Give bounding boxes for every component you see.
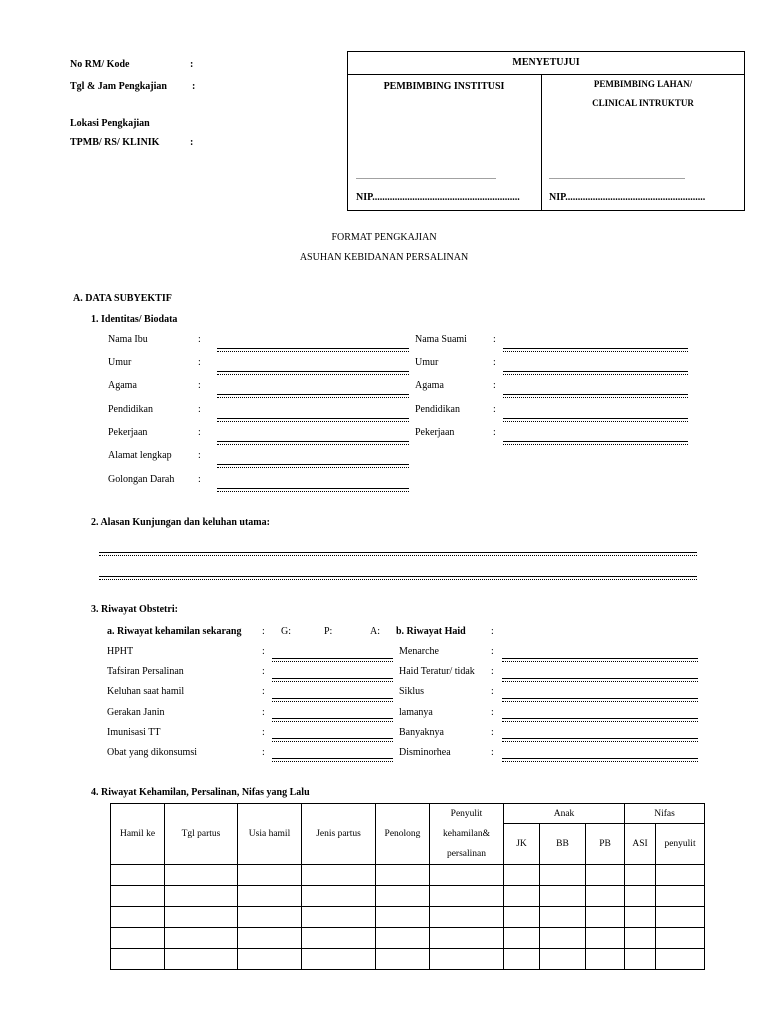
riwayat-lalu-heading: 4. Riwayat Kehamilan, Persalinan, Nifas yang Lalu bbox=[91, 787, 310, 798]
field-colon: : bbox=[262, 686, 265, 697]
field-label: Keluhan saat hamil bbox=[107, 686, 185, 697]
table-cell[interactable] bbox=[430, 907, 504, 928]
table-row bbox=[111, 949, 705, 970]
field-colon: : bbox=[198, 427, 201, 438]
table-cell[interactable] bbox=[504, 928, 540, 949]
col-penyulit-kehamilan bbox=[430, 804, 504, 865]
clinical-instruktur-label: CLINICAL INTRUKTUR bbox=[592, 98, 694, 108]
tgl-jam-label: Tgl & Jam Pengkajian bbox=[70, 81, 167, 92]
table-cell[interactable] bbox=[111, 865, 165, 886]
approval-box bbox=[347, 51, 745, 211]
field-label: Disminorhea bbox=[399, 747, 451, 758]
field-label: Golongan Darah bbox=[108, 474, 175, 485]
table-cell[interactable] bbox=[625, 886, 656, 907]
col-hamil-ke: Hamil ke bbox=[111, 804, 165, 865]
gravida-label: G: bbox=[281, 626, 291, 637]
table-cell[interactable] bbox=[625, 865, 656, 886]
table-cell[interactable] bbox=[656, 886, 705, 907]
table-cell[interactable] bbox=[302, 886, 376, 907]
field-colon: : bbox=[198, 474, 201, 485]
table-cell[interactable] bbox=[430, 949, 504, 970]
table-cell[interactable] bbox=[376, 928, 430, 949]
field-colon: : bbox=[198, 404, 201, 415]
table-cell[interactable] bbox=[540, 886, 586, 907]
field-colon: : bbox=[491, 646, 494, 657]
table-cell[interactable] bbox=[656, 907, 705, 928]
tpmb-label: TPMB/ RS/ KLINIK bbox=[70, 137, 160, 148]
field-label: Umur bbox=[108, 357, 132, 368]
table-cell[interactable] bbox=[586, 907, 625, 928]
table-cell[interactable] bbox=[165, 928, 238, 949]
penyulit-line2: kehamilan& bbox=[443, 829, 490, 839]
alasan-input-line-1[interactable] bbox=[99, 555, 697, 556]
table-cell[interactable] bbox=[111, 949, 165, 970]
table-cell[interactable] bbox=[376, 865, 430, 886]
tgl-jam-colon: : bbox=[192, 81, 196, 92]
field-colon: : bbox=[262, 747, 265, 758]
pendidikan-ibu-input[interactable] bbox=[217, 421, 409, 422]
table-cell[interactable] bbox=[504, 907, 540, 928]
penyulit-line1: Penyulit bbox=[450, 809, 483, 819]
field-colon: : bbox=[262, 666, 265, 677]
field-label: Siklus bbox=[399, 686, 425, 697]
table-cell[interactable] bbox=[586, 865, 625, 886]
field-label: Nama Suami bbox=[415, 334, 467, 345]
table-cell[interactable] bbox=[376, 949, 430, 970]
field-colon: : bbox=[493, 380, 496, 391]
field-label: Obat yang dikonsumsi bbox=[107, 747, 197, 758]
field-label: Pendidikan bbox=[108, 404, 153, 415]
field-colon: : bbox=[493, 334, 496, 345]
field-colon: : bbox=[198, 334, 201, 345]
field-colon: : bbox=[491, 727, 494, 738]
field-colon: : bbox=[493, 404, 496, 415]
table-cell[interactable] bbox=[111, 907, 165, 928]
table-cell[interactable] bbox=[302, 928, 376, 949]
table-cell[interactable] bbox=[540, 928, 586, 949]
table-cell[interactable] bbox=[625, 949, 656, 970]
para-label: P: bbox=[324, 626, 333, 637]
alasan-input-line-2[interactable] bbox=[99, 579, 697, 580]
table-cell[interactable] bbox=[165, 865, 238, 886]
keluhan-hamil-input[interactable] bbox=[272, 701, 393, 702]
field-colon: : bbox=[493, 427, 496, 438]
col-nifas: Nifas bbox=[625, 804, 705, 824]
field-label: Pendidikan bbox=[415, 404, 460, 415]
tpmb-colon: : bbox=[190, 137, 194, 148]
col-penyulit-nifas: penyulit bbox=[656, 824, 705, 865]
pekerjaan-suami-input[interactable] bbox=[503, 444, 688, 445]
agama-ibu-input[interactable] bbox=[217, 397, 409, 398]
obat-dikonsumsi-input[interactable] bbox=[272, 761, 393, 762]
field-label: Alamat lengkap bbox=[108, 450, 172, 461]
table-row bbox=[111, 865, 705, 886]
col-jenis-partus: Jenis partus bbox=[302, 804, 376, 865]
lahan-signature-line[interactable]: .................................................................... bbox=[549, 172, 685, 181]
field-colon: : bbox=[198, 357, 201, 368]
table-cell[interactable] bbox=[625, 907, 656, 928]
table-cell[interactable] bbox=[111, 886, 165, 907]
penyulit-line3: persalinan bbox=[446, 849, 487, 859]
tafsiran-persalinan-input[interactable] bbox=[272, 681, 393, 682]
col-asi: ASI bbox=[625, 824, 656, 865]
table-cell[interactable] bbox=[238, 928, 302, 949]
no-rm-colon: : bbox=[190, 59, 194, 70]
field-label: Agama bbox=[108, 380, 137, 391]
field-label: Banyaknya bbox=[399, 727, 444, 738]
approval-column-divider bbox=[541, 74, 542, 211]
col-bb: BB bbox=[540, 824, 586, 865]
field-colon: : bbox=[262, 646, 265, 657]
table-cell[interactable] bbox=[111, 928, 165, 949]
field-colon: : bbox=[491, 626, 494, 637]
nama-ibu-input[interactable] bbox=[217, 351, 409, 352]
field-colon: : bbox=[491, 666, 494, 677]
alamat-input[interactable] bbox=[217, 467, 409, 468]
table-cell[interactable] bbox=[504, 865, 540, 886]
table-cell[interactable] bbox=[625, 928, 656, 949]
table-cell[interactable] bbox=[656, 928, 705, 949]
field-label: Nama Ibu bbox=[108, 334, 148, 345]
institusi-nip-field[interactable]: NIP........................................................... bbox=[356, 192, 520, 203]
doc-title-line2: ASUHAN KEBIDANAN PERSALINAN bbox=[299, 252, 469, 263]
pekerjaan-ibu-input[interactable] bbox=[217, 444, 409, 445]
table-cell[interactable] bbox=[586, 928, 625, 949]
institusi-signature-line[interactable]: ...................................................................... bbox=[356, 172, 496, 181]
table-cell[interactable] bbox=[540, 949, 586, 970]
table-cell[interactable] bbox=[238, 886, 302, 907]
haid-teratur-input[interactable] bbox=[502, 681, 698, 682]
field-colon: : bbox=[493, 357, 496, 368]
gerakan-janin-input[interactable] bbox=[272, 721, 393, 722]
field-label: Tafsiran Persalinan bbox=[107, 666, 184, 677]
field-label: Agama bbox=[415, 380, 444, 391]
siklus-input[interactable] bbox=[502, 701, 698, 702]
field-colon: : bbox=[262, 626, 265, 637]
field-label: lamanya bbox=[399, 707, 433, 718]
field-colon: : bbox=[262, 727, 265, 738]
approval-title-divider bbox=[347, 74, 745, 75]
menarche-input[interactable] bbox=[502, 661, 698, 662]
table-cell[interactable] bbox=[165, 907, 238, 928]
field-label: Gerakan Janin bbox=[107, 707, 165, 718]
lamanya-input[interactable] bbox=[502, 721, 698, 722]
col-jk: JK bbox=[504, 824, 540, 865]
table-cell[interactable] bbox=[302, 907, 376, 928]
doc-title-line1: FORMAT PENGKAJIAN bbox=[331, 232, 437, 243]
table-cell[interactable] bbox=[540, 865, 586, 886]
col-penolong: Penolong bbox=[376, 804, 430, 865]
umur-ibu-input[interactable] bbox=[217, 374, 409, 375]
table-cell[interactable] bbox=[302, 949, 376, 970]
table-cell[interactable] bbox=[238, 865, 302, 886]
table-cell[interactable] bbox=[430, 928, 504, 949]
pembimbing-institusi-label: PEMBIMBING INSTITUSI bbox=[383, 81, 505, 92]
table-row bbox=[111, 928, 705, 949]
field-colon: : bbox=[198, 380, 201, 391]
field-colon: : bbox=[491, 686, 494, 697]
col-usia-hamil: Usia hamil bbox=[238, 804, 302, 865]
field-colon: : bbox=[491, 707, 494, 718]
table-cell[interactable] bbox=[238, 949, 302, 970]
table-cell[interactable] bbox=[504, 886, 540, 907]
alasan-heading: 2. Alasan Kunjungan dan keluhan utama: bbox=[91, 517, 270, 528]
hpht-input[interactable] bbox=[272, 661, 393, 662]
table-cell[interactable] bbox=[376, 886, 430, 907]
identitas-heading: 1. Identitas/ Biodata bbox=[91, 314, 178, 325]
field-label: Haid Teratur/ tidak bbox=[399, 666, 475, 677]
nama-suami-input[interactable] bbox=[503, 351, 688, 352]
table-cell[interactable] bbox=[430, 865, 504, 886]
col-tgl-partus: Tgl partus bbox=[165, 804, 238, 865]
field-label: HPHT bbox=[107, 646, 134, 657]
lahan-nip-field[interactable]: NIP........................................................ bbox=[549, 192, 706, 203]
table-cell[interactable] bbox=[586, 949, 625, 970]
field-label: Pekerjaan bbox=[108, 427, 148, 438]
banyaknya-input[interactable] bbox=[502, 741, 698, 742]
riwayat-haid-heading: b. Riwayat Haid bbox=[396, 626, 466, 637]
approval-title: MENYETUJUI bbox=[512, 57, 580, 68]
riwayat-kehamilan-heading: a. Riwayat kehamilan sekarang bbox=[107, 626, 242, 637]
table-cell[interactable] bbox=[376, 907, 430, 928]
table-cell[interactable] bbox=[165, 886, 238, 907]
field-colon: : bbox=[262, 707, 265, 718]
table-cell[interactable] bbox=[656, 949, 705, 970]
field-label: Imunisasi TT bbox=[107, 727, 161, 738]
table-cell[interactable] bbox=[238, 907, 302, 928]
table-cell[interactable] bbox=[656, 865, 705, 886]
table-cell[interactable] bbox=[302, 865, 376, 886]
lokasi-label: Lokasi Pengkajian bbox=[70, 118, 150, 129]
agama-suami-input[interactable] bbox=[503, 397, 688, 398]
table-row bbox=[111, 907, 705, 928]
field-label: Umur bbox=[415, 357, 439, 368]
table-cell[interactable] bbox=[540, 907, 586, 928]
imunisasi-tt-input[interactable] bbox=[272, 741, 393, 742]
col-anak: Anak bbox=[504, 804, 625, 824]
field-colon: : bbox=[198, 450, 201, 461]
table-cell[interactable] bbox=[504, 949, 540, 970]
table-row bbox=[111, 886, 705, 907]
table-cell[interactable] bbox=[586, 886, 625, 907]
section-a-heading: A. DATA SUBYEKTIF bbox=[73, 293, 172, 304]
disminorhea-input[interactable] bbox=[502, 761, 698, 762]
umur-suami-input[interactable] bbox=[503, 374, 688, 375]
table-cell[interactable] bbox=[430, 886, 504, 907]
table-cell[interactable] bbox=[165, 949, 238, 970]
obstetri-heading: 3. Riwayat Obstetri: bbox=[91, 604, 178, 615]
golongan-darah-input[interactable] bbox=[217, 491, 409, 492]
riwayat-lalu-table bbox=[110, 803, 705, 970]
field-colon: : bbox=[491, 747, 494, 758]
pembimbing-lahan-label: PEMBIMBING LAHAN/ bbox=[593, 79, 693, 89]
no-rm-label: No RM/ Kode bbox=[70, 59, 130, 70]
pendidikan-suami-input[interactable] bbox=[503, 421, 688, 422]
col-pb: PB bbox=[586, 824, 625, 865]
field-label: Menarche bbox=[399, 646, 439, 657]
field-label: Pekerjaan bbox=[415, 427, 455, 438]
abortus-label: A: bbox=[370, 626, 380, 637]
